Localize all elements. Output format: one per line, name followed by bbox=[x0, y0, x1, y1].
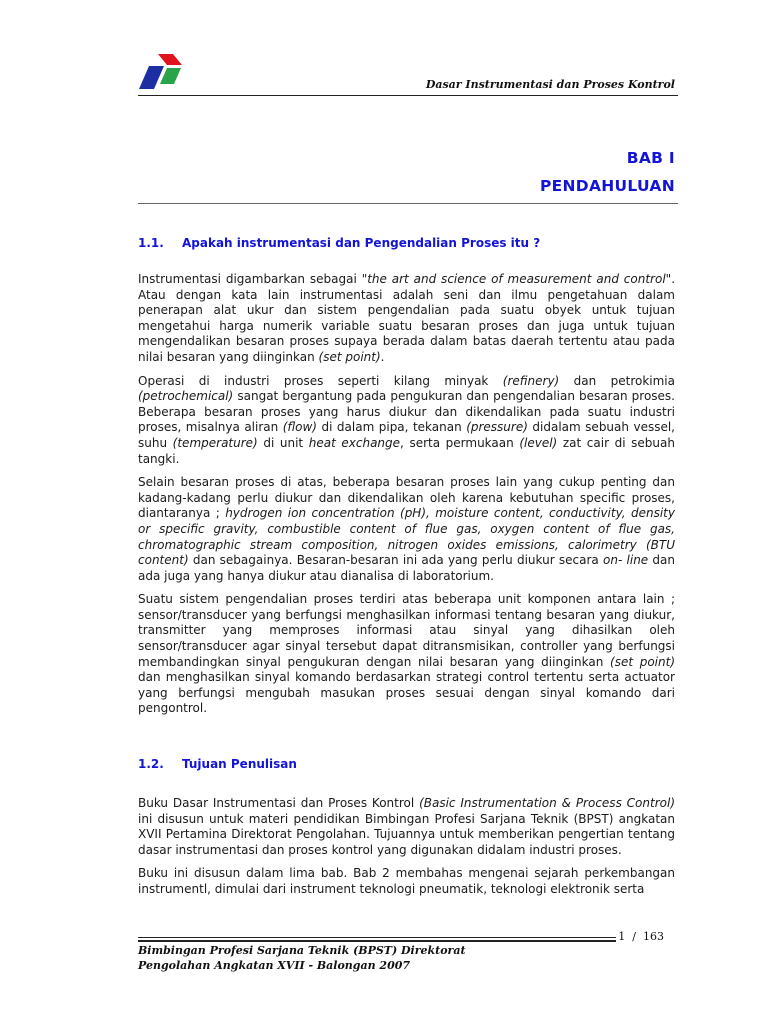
footer-divider-thick bbox=[138, 940, 616, 942]
logo-blue-arrow bbox=[139, 66, 164, 89]
paragraph-other-variables: Selain besaran proses di atas, beberapa besaran proses lain yang cukup penting dan kadang-kadang perlu diukur dan dikendalikan oleh karena kebutuhan specific proses, diantaranya ; hydrogen ion concentration (pH), moisture content, conductivity, density or specific gravity, combustible content of flue gas, oxygen content of flue gas, chromatographic stream composition, nitrogen oxides emissions, calorimetry (BTU content) dan sebagainya. Besaran-besaran ini ada yang perlu diukur secara on- line dan ada juga yang hanya diukur atau dianalisa di laboratorium. bbox=[138, 475, 676, 583]
section-title: Apakah instrumentasi dan Pengendalian Proses itu ? bbox=[182, 236, 541, 250]
paragraph-definition: Instrumentasi digambarkan sebagai "the art and science of measurement and control". Atau dengan kata lain instrumentasi adalah seni dan ilmu pengetahuan dalam penerapan alat ukur dan sistem pengendalian pada suatu obyek untuk tujuan mengetahui harga numerik variable suatu besaran proses dan juga untuk tujuan mengendalikan besaran proses supaya berada dalam batas daerah tertentu atau pada nilai besaran yang diinginkan (set point). bbox=[138, 272, 676, 364]
paragraph-process-industry: Operasi di industri proses seperti kilang minyak (refinery) dan petrokimia (petrochemical) sangat bergantung pada pengukuran dan pengendalian besaran proses. Beberapa besaran proses yang harus diukur dan dikendalikan pada suatu industri proses, misalnya aliran (flow) di dalam pipa, tekanan (pressure) didalam sebuah vessel, suhu (temperature) di unit heat exchange, serta permukaan (level) zat cair di sebuah tangki. bbox=[138, 373, 675, 466]
document-header-title: Dasar Instrumentasi dan Proses Kontrol bbox=[425, 78, 675, 91]
footer-text bbox=[138, 943, 466, 973]
section-number: 1.1. bbox=[138, 236, 164, 250]
section-title: Tujuan Penulisan bbox=[182, 757, 297, 771]
logo-green-arrow bbox=[160, 68, 181, 84]
chapter-divider bbox=[138, 203, 678, 204]
logo-red-arrow bbox=[158, 54, 182, 65]
section-heading-1-2 bbox=[138, 757, 297, 771]
header-divider bbox=[138, 95, 678, 96]
footer-line-1: Bimbingan Profesi Sarjana Teknik (BPST) Direktorat bbox=[138, 944, 466, 957]
section-1-2-body bbox=[138, 796, 675, 906]
section-number: 1.2. bbox=[138, 757, 164, 771]
footer-divider-thin bbox=[138, 937, 616, 938]
section-1-1-body bbox=[138, 272, 675, 725]
chapter-title: PENDAHULUAN bbox=[539, 177, 675, 195]
footer-line-2: Pengolahan Angkatan XVII - Balongan 2007 bbox=[138, 959, 411, 972]
chapter-number: BAB I bbox=[626, 149, 675, 167]
paragraph-control-system: Suatu sistem pengendalian proses terdiri atas beberapa unit komponen antara lain ; sensor/transducer yang berfungsi menghasilkan informasi tentang besaran yang diukur, transmitter yang memproses informasi atau sinyal yang dihasilkan oleh sensor/transducer agar sinyal tersebut dapat ditransmisikan, controller yang berfungsi membandingkan sinyal pengukuran dengan nilai besaran yang diinginkan (set point) dan menghasilkan sinyal komando berdasarkan strategi control tertentu serta actuator yang berfungsi mengubah masukan proses sesuai dengan sinyal komando dari pengontrol. bbox=[138, 592, 676, 716]
paragraph-book-purpose: Buku Dasar Instrumentasi dan Proses Kontrol (Basic Instrumentation & Process Control) ini disusun untuk materi pendidikan Bimbingan Profesi Sarjana Teknik (BPST) angkatan XVII Pertamina Direktorat Pengolahan. Tujuannya untuk memberikan pengertian tentang dasar instrumentasi dan proses kontrol yang digunakan didalam industri proses. bbox=[138, 796, 675, 857]
paragraph-book-structure: Buku ini disusun dalam lima bab. Bab 2 membahas mengenai sejarah perkembangan instrumentl, dimulai dari instrument teknologi pneumatik, teknologi elektronik serta bbox=[138, 866, 675, 896]
pertamina-logo bbox=[138, 46, 190, 92]
section-heading-1-1 bbox=[138, 236, 540, 250]
page-number: 1 / 163 bbox=[618, 930, 664, 943]
